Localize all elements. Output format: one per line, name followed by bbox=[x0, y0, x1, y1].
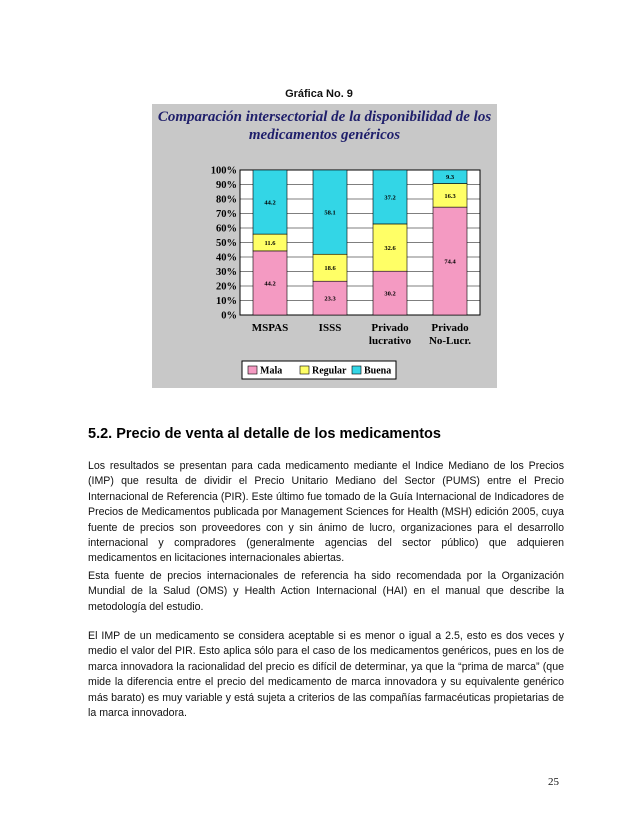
paragraph-2: Esta fuente de precios internacionales de referencia ha sido recomendada por la Organización Mundial de la Salud (OMS) y Health Action Internacional (HAI) en el manual que describe la metodología del estudio. bbox=[88, 570, 564, 613]
data-label: 16.3 bbox=[444, 192, 456, 200]
data-label: 37.2 bbox=[384, 194, 396, 202]
y-tick-label: 80% bbox=[216, 194, 237, 206]
y-tick-label: 100% bbox=[210, 165, 237, 177]
data-label: 30.2 bbox=[384, 290, 396, 298]
legend-label-buena: Buena bbox=[364, 365, 392, 377]
chart-title-line2: medicamentos genéricos bbox=[248, 127, 401, 143]
y-tick-label: 0% bbox=[221, 310, 237, 322]
data-label: 23.3 bbox=[324, 295, 336, 303]
data-label: 44.2 bbox=[264, 199, 276, 207]
y-tick-label: 10% bbox=[216, 296, 237, 307]
section-heading: 5.2. Precio de venta al detalle de los medicamentos bbox=[88, 426, 441, 442]
paragraph-3: El IMP de un medicamento se considera aceptable si es menor o igual a 2.5, esto es dos veces y medio el valor del PIR. Esto aplica sólo para el caso de los medicamentos genéricos, pues en los de marca innovadora la racionalidad del precio es difícil de determinar, ya que la “prima de marca” (que mide la diferencia entre el precio del medicamento de marca innovadora y su equivalente genérico más barato) es muy variable y está sujeta a criterios de las compañías farmacéuticas propietarias de la marca innovadora. bbox=[88, 630, 564, 720]
x-category-label: ISSS bbox=[318, 322, 342, 334]
y-tick-label: 40% bbox=[216, 252, 237, 264]
stacked-bar-chart bbox=[152, 104, 497, 388]
legend-swatch-buena bbox=[352, 366, 361, 374]
y-tick-label: 90% bbox=[216, 180, 237, 191]
data-label: 11.6 bbox=[264, 240, 276, 247]
page-number: 25 bbox=[548, 776, 559, 788]
data-label: 44.2 bbox=[264, 280, 276, 288]
y-tick-label: 30% bbox=[216, 267, 237, 278]
data-label: 18.6 bbox=[324, 265, 336, 273]
legend-swatch-regular bbox=[300, 366, 309, 374]
chart-title-line1: Comparación intersectorial de la disponibilidad de los bbox=[157, 109, 492, 125]
x-category-label: Privado bbox=[431, 322, 469, 334]
y-tick-label: 60% bbox=[216, 223, 237, 235]
x-category-label: Privado bbox=[371, 322, 409, 334]
data-label: 58.1 bbox=[324, 209, 336, 217]
x-category-label: No-Lucr. bbox=[428, 335, 472, 347]
y-tick-label: 70% bbox=[216, 209, 237, 220]
data-label: 32.6 bbox=[384, 245, 396, 253]
figure-label: Gráfica No. 9 bbox=[285, 88, 353, 100]
y-tick-label: 20% bbox=[216, 281, 237, 293]
legend-swatch-mala bbox=[248, 366, 257, 374]
x-category-label: MSPAS bbox=[251, 322, 289, 334]
y-tick-label: 50% bbox=[216, 238, 237, 249]
data-label: 9.3 bbox=[445, 174, 455, 182]
x-category-label: lucrativo bbox=[368, 335, 412, 347]
legend-label-mala: Mala bbox=[260, 365, 283, 377]
paragraph-1: Los resultados se presentan para cada medicamento mediante el Indice Mediano de los Precios (IMP) que resulta de dividir el Precio Unitario Mediano del Sector (PUMS) entre el Precio Internacional de Referencia (PIR). Este último fue tomado de la Guía Internacional de Indicadores de Precios de Medicamentos publicada por Management Sciences for Health (MSH) edición 2005, cuya fuente de precios son proveedores con y sin ánimo de lucro, organizaciones para el desarrollo internacional y compradores (generalmente agencias del sector público) que adquieren medicamentos en licitaciones internacionales abiertas. bbox=[88, 460, 564, 565]
data-label: 74.4 bbox=[444, 258, 456, 266]
legend-label-regular: Regular bbox=[312, 365, 347, 377]
